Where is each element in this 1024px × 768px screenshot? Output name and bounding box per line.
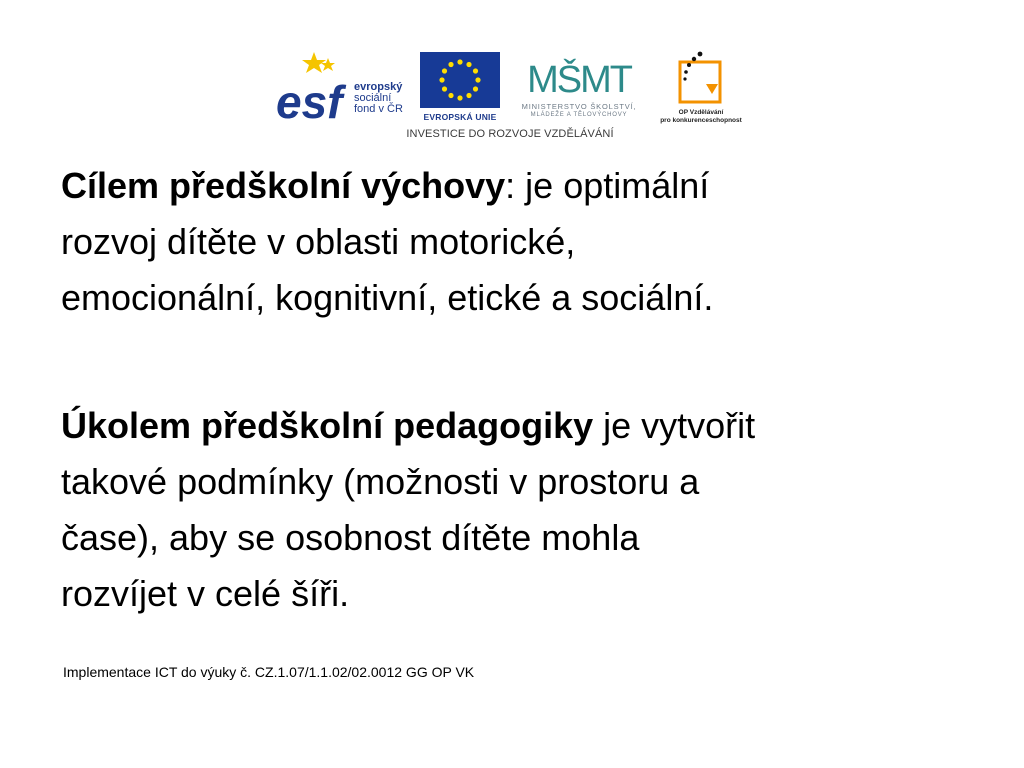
eu-caption: EVROPSKÁ UNIE [423, 112, 497, 122]
esf-line1: evropský [354, 81, 403, 93]
paragraph-goal-line2: rozvoj dítěte v oblasti motorické, [61, 221, 576, 262]
paragraph-goal-line3: emocionální, kognitivní, etické a sociální. [61, 277, 714, 318]
footnote: Implementace ICT do výuky č. CZ.1.07/1.1.02/02.0012 GG OP VK [63, 664, 475, 680]
svg-text:MŠMT: MŠMT [527, 59, 631, 101]
svg-text:esf: esf [276, 76, 343, 126]
esf-text [354, 82, 403, 115]
msmt-line1: MINISTERSTVO ŠKOLSTVÍ, [521, 102, 637, 111]
msmt-line2: MLÁDEŽE A TĚLOVÝCHOVY [530, 112, 628, 118]
eu-flag-icon [418, 50, 502, 110]
paragraph-task-line1-text: je vytvořit [593, 405, 756, 446]
logo-tagline: INVESTICE DO ROZVOJE VZDĚLÁVÁNÍ [406, 128, 614, 140]
esf-line3: fond v ČR [354, 103, 403, 115]
paragraph-goal-heading: Cílem předškolní výchovy [61, 165, 506, 206]
eu-logo [418, 50, 502, 122]
msmt-mark-icon [506, 48, 652, 102]
paragraph-task-line2: takové podmínky (možnosti v prostoru a [61, 461, 700, 502]
op-mark-icon [656, 48, 746, 108]
op-logo [656, 48, 746, 126]
esf-logo [274, 48, 414, 126]
paragraph-goal-line1-text: : je optimální [505, 165, 710, 206]
op-line2: pro konkurenceschopnost [660, 117, 742, 124]
paragraph-task-line4: rozvíjet v celé šíři. [61, 573, 350, 614]
op-line1: OP Vzdělávání [678, 109, 724, 116]
logo-strip [270, 44, 750, 149]
paragraph-task-line1 [61, 398, 961, 454]
paragraph-task-line3: čase), aby se osobnost dítěte mohla [61, 517, 640, 558]
paragraph-goal-line1 [61, 158, 961, 214]
paragraph-task-heading: Úkolem předškolní pedagogiky [61, 405, 594, 446]
paragraph-task [61, 398, 961, 622]
msmt-logo [506, 48, 652, 126]
esf-mark-icon [274, 48, 354, 126]
esf-line2: sociální [354, 92, 392, 104]
paragraph-goal [61, 158, 961, 326]
